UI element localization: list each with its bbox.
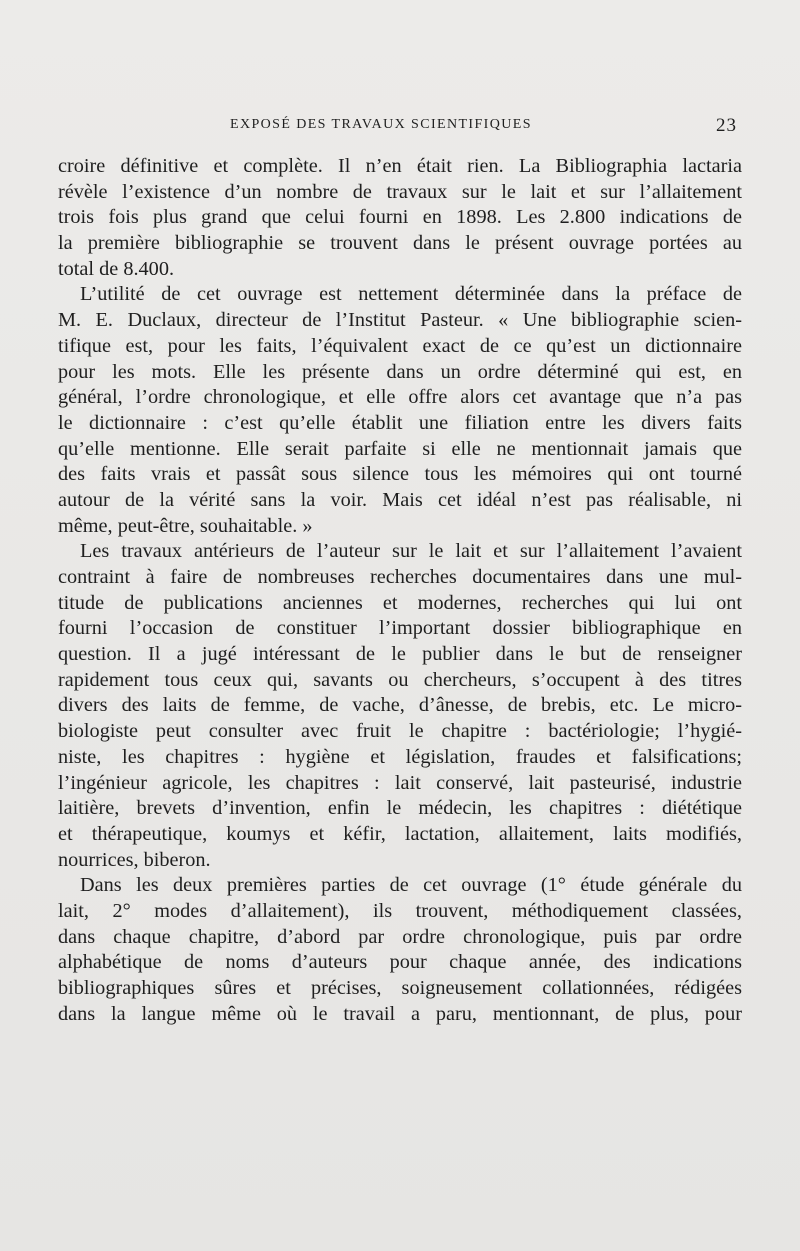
text-line: total de 8.400. <box>58 257 175 280</box>
text-line: qu’elle mentionne. Elle serait parfaite si elle ne mentionnait jamais que <box>58 437 742 460</box>
text-line: question. Il a jugé intéressant de le publier dans le but de renseigner <box>58 643 742 666</box>
paragraph <box>58 873 742 1027</box>
text-line: révèle l’existence d’un nombre de travaux sur le lait et sur l’allaitement <box>58 180 742 203</box>
text-line: bibliographiques sûres et précises, soigneusement collationnées, rédigées <box>58 977 742 999</box>
text-line: la première bibliographie se trouvent dans le présent ouvrage portées au <box>58 232 742 255</box>
text-line: pour les mots. Elle les présente dans un ordre déterminé qui est, en <box>58 360 742 383</box>
text-line: trois fois plus grand que celui fourni en 1898. Les 2.800 indications de <box>58 206 742 229</box>
text-line: laitière, brevets d’invention, enfin le médecin, les chapitres : diététique <box>58 797 742 820</box>
running-title: EXPOSÉ DES TRAVAUX SCIENTIFIQUES <box>230 117 532 132</box>
text-line: rapidement tous ceux qui, savants ou chercheurs, s’occupent à des titres <box>58 668 742 691</box>
text-line: même, peut-être, souhaitable. » <box>58 514 313 537</box>
text-line: fourni l’occasion de constituer l’important dossier bibliographique en <box>58 617 742 640</box>
text-line: le dictionnaire : c’est qu’elle établit une filiation entre les divers faits <box>58 411 742 434</box>
page-number: 23 <box>716 115 737 136</box>
text-line: autour de la vérité sans la voir. Mais cet idéal n’est pas réalisable, ni <box>58 488 742 511</box>
text-line: biologiste peut consulter avec fruit le chapitre : bactériologie; l’hygié- <box>58 720 742 743</box>
text-line: alphabétique de noms d’auteurs pour chaque année, des indications <box>58 951 742 974</box>
paragraph <box>58 539 742 873</box>
paragraph <box>58 154 742 282</box>
text-line: niste, les chapitres : hygiène et législation, fraudes et falsifications; <box>58 745 742 768</box>
page-header <box>0 117 800 137</box>
text-line: tifique est, pour les faits, l’équivalent exact de ce qu’est un dictionnaire <box>58 334 742 357</box>
body-text <box>58 154 742 1027</box>
text-line: des faits vrais et passât sous silence tous les mémoires qui ont tourné <box>58 463 742 486</box>
text-line: contraint à faire de nombreuses recherches documentaires dans une mul- <box>58 566 742 588</box>
text-line: et thérapeutique, koumys et kéfir, lactation, allaitement, laits modifiés, <box>58 822 742 845</box>
text-line: croire définitive et complète. Il n’en était rien. La Bibliographia lactaria <box>58 155 742 177</box>
text-line: dans chaque chapitre, d’abord par ordre chronologique, puis par ordre <box>58 925 742 948</box>
text-line: M. E. Duclaux, directeur de l’Institut Pasteur. « Une bibliographie scien- <box>58 309 742 332</box>
text-line: L’utilité de cet ouvrage est nettement déterminée dans la préface de <box>80 283 742 306</box>
text-line: Les travaux antérieurs de l’auteur sur le lait et sur l’allaitement l’avaient <box>80 540 742 563</box>
text-line: l’ingénieur agricole, les chapitres : lait conservé, lait pasteurisé, industrie <box>58 771 742 794</box>
text-line: nourrices, biberon. <box>58 848 211 871</box>
text-line: titude de publications anciennes et modernes, recherches qui lui ont <box>58 591 742 614</box>
text-line: divers des laits de femme, de vache, d’ânesse, de brebis, etc. Le micro- <box>58 694 742 717</box>
text-line: dans la langue même où le travail a paru, mentionnant, de plus, pour <box>58 1002 742 1025</box>
paragraph <box>58 282 742 539</box>
text-line: général, l’ordre chronologique, et elle offre alors cet avantage que n’a pas <box>58 386 742 409</box>
text-line: Dans les deux premières parties de cet ouvrage (1° étude générale du <box>80 874 742 897</box>
text-line: lait, 2° modes d’allaitement), ils trouvent, méthodiquement classées, <box>58 899 742 922</box>
